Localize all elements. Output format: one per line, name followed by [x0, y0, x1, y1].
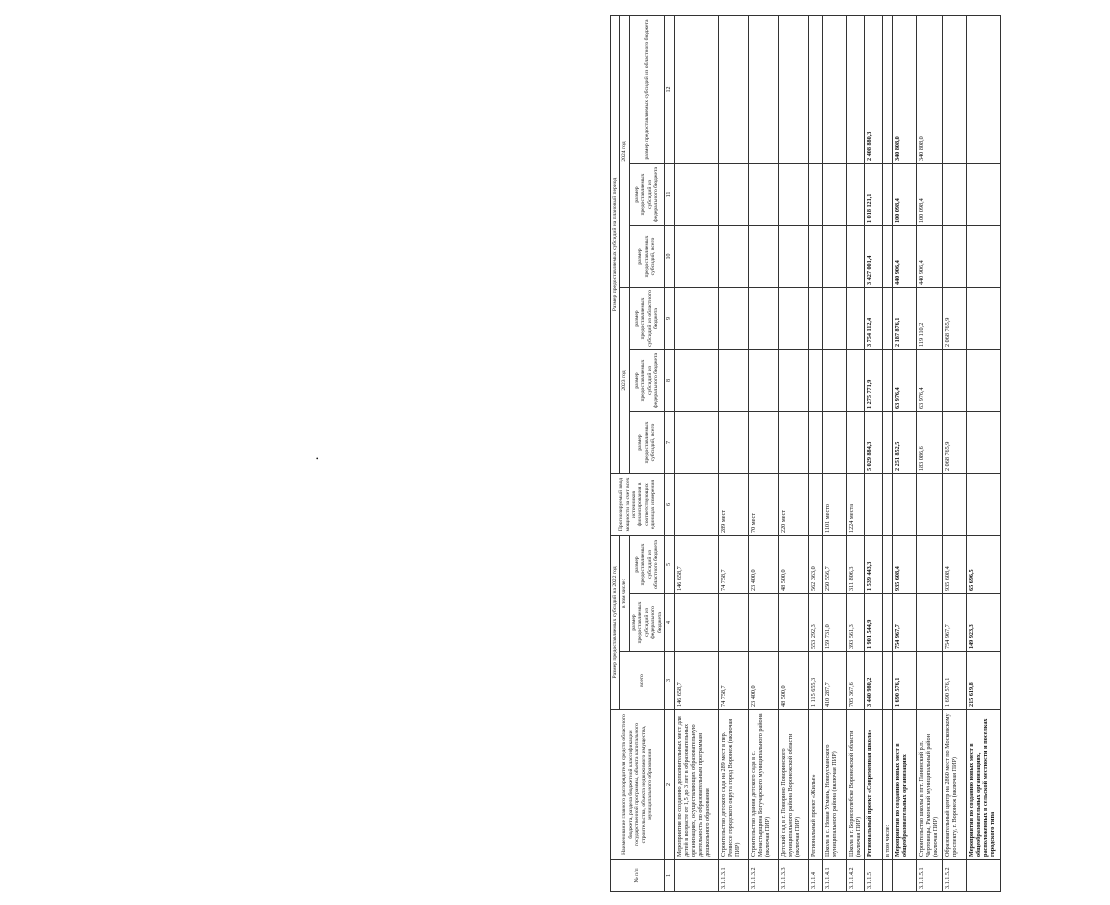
index-cell: 12: [664, 16, 674, 164]
table-row: [822, 16, 846, 892]
row-value: [778, 412, 808, 474]
row-value: [846, 226, 864, 288]
row-value: [916, 474, 942, 536]
row-value: [674, 164, 718, 226]
table-body: [674, 16, 1000, 892]
row-value: 1 115 655,3: [808, 652, 822, 710]
header-plan: Размер предоставляемых субсидий на плановый период: [611, 16, 620, 474]
index-cell: 3: [664, 652, 674, 710]
row-value: 1 901 544,9: [864, 594, 882, 652]
row-value: [808, 474, 822, 536]
index-cell: 7: [664, 412, 674, 474]
row-value: [822, 288, 846, 350]
row-value: 146 658,7: [674, 652, 718, 710]
row-value: [748, 594, 778, 652]
header-name: Наименование главного распорядителя средств областного бюджета, раздела бюджетной классификации государственной программы, объекта капитального строительства, объекта недвижимого имущества, муниципального образования: [611, 710, 665, 860]
row-value: [822, 350, 846, 412]
row-value: [748, 350, 778, 412]
row-value: [966, 350, 1000, 412]
row-name: Строительство детского сада на 289 мест в пер. Ремиссе городского округа город Воронеж (включая ПИР): [718, 710, 748, 860]
row-value: [882, 652, 892, 710]
row-value: [718, 288, 748, 350]
row-value: [808, 412, 822, 474]
row-value: 440 906,4: [916, 226, 942, 288]
header-power: Прогнозируемый ввод мощности за счет всех источников финансирования в соответствующих единицах измерения: [611, 474, 665, 536]
row-value: [966, 16, 1000, 164]
row-value: 1101 место: [822, 474, 846, 536]
index-cell: 1: [664, 860, 674, 892]
row-value: 183 086,6: [916, 412, 942, 474]
header-fed-2022: размер предоставляемых субсидий из федерального бюджета: [629, 594, 664, 652]
row-value: 3 440 980,2: [864, 652, 882, 710]
row-value: 2 408 880,3: [864, 16, 882, 164]
index-cell: 6: [664, 474, 674, 536]
row-value: [808, 226, 822, 288]
row-value: 553 292,3: [808, 594, 822, 652]
header-2022: Размер предоставляемых субсидий на 2022 год: [611, 536, 620, 710]
row-value: 215 619,8: [966, 652, 1000, 710]
index-cell: 11: [664, 164, 674, 226]
row-name: Строительство школы в пгт. Панинский р.п. Чертовицы, Рамонский муниципальный район (включая ПИР): [916, 710, 942, 860]
row-value: 754 967,7: [942, 594, 966, 652]
row-number: 3.1.1.5.1: [916, 860, 942, 892]
row-value: [882, 288, 892, 350]
row-number: 3.1.1.3.2: [748, 860, 778, 892]
row-name: Региональный проект «Жилье»: [808, 710, 822, 860]
row-value: [942, 474, 966, 536]
row-name: Образовательный центр на 2860 мест по Московскому проспекту, г. Воронеж (включая ПИР): [942, 710, 966, 860]
row-value: 100 098,4: [892, 164, 916, 226]
row-value: 1 018 121,1: [864, 164, 882, 226]
row-value: 5 029 884,3: [864, 412, 882, 474]
row-value: 1 690 576,1: [942, 652, 966, 710]
row-value: 48 500,0: [778, 536, 808, 594]
row-value: 340 808,0: [916, 16, 942, 164]
row-name: Мероприятия по созданию новых мест в общеобразовательных организациях: [892, 710, 916, 860]
row-value: [718, 412, 748, 474]
table-row: [674, 16, 718, 892]
row-value: [674, 412, 718, 474]
row-name: Строительство здания детского сада в с. Монастырщина Богучарского муниципального района (включая ПИР): [748, 710, 778, 860]
row-value: 149 923,3: [966, 594, 1000, 652]
row-value: [808, 164, 822, 226]
subsidy-table: [610, 15, 1001, 892]
row-value: 311 806,3: [846, 536, 864, 594]
table-row: [778, 16, 808, 892]
row-value: 220 мест: [778, 474, 808, 536]
row-value: 63 976,4: [892, 350, 916, 412]
header-reg-2023: размер предоставляемых субсидий из областного бюджета: [629, 288, 664, 350]
row-value: [674, 288, 718, 350]
row-value: [966, 288, 1000, 350]
header-total-2023: размер предоставляемых субсидий, всего: [629, 412, 664, 474]
header-reg-2022: размер предоставляемых субсидий из областного бюджета: [629, 536, 664, 594]
row-value: [674, 474, 718, 536]
row-value: 1 539 443,3: [864, 536, 882, 594]
row-name: Мероприятия по созданию дополнительных мест для детей в возрасте от 1,5 до 3 лет в образовательных организациях, осуществляющих образовательную деятельность по образовательным программам дошкольного образования: [674, 710, 718, 860]
row-value: [718, 164, 748, 226]
table-row: [718, 16, 748, 892]
row-number: [966, 860, 1000, 892]
table-row: [864, 16, 882, 892]
header-2024: 2024 год: [620, 16, 629, 288]
row-value: [718, 350, 748, 412]
row-value: 935 608,4: [942, 536, 966, 594]
row-value: 3 427 001,4: [864, 226, 882, 288]
row-name: Мероприятия по созданию новых мест в общеобразовательных организациях, расположенных в сельской местности и поселках городского типа: [966, 710, 1000, 860]
row-value: 440 906,4: [892, 226, 916, 288]
table-row: [942, 16, 966, 892]
row-value: [966, 412, 1000, 474]
row-value: [966, 226, 1000, 288]
row-value: [966, 474, 1000, 536]
row-value: 74 758,7: [718, 536, 748, 594]
table-row: [846, 16, 864, 892]
row-value: [846, 16, 864, 164]
index-cell: 4: [664, 594, 674, 652]
row-value: [942, 226, 966, 288]
header-2023: 2023 год: [620, 288, 629, 474]
row-value: [864, 474, 882, 536]
row-value: 2 251 852,5: [892, 412, 916, 474]
table-row: [966, 16, 1000, 892]
row-value: [916, 594, 942, 652]
row-value: 935 608,4: [892, 536, 916, 594]
row-value: [748, 288, 778, 350]
row-value: 393 561,3: [846, 594, 864, 652]
row-value: [748, 164, 778, 226]
row-value: 562 363,0: [808, 536, 822, 594]
row-number: 3.1.1.5.2: [942, 860, 966, 892]
row-value: [748, 16, 778, 164]
row-value: [882, 536, 892, 594]
row-value: 70 мест: [748, 474, 778, 536]
row-value: 705 367,6: [846, 652, 864, 710]
header-fed-2024: размер предоставляемых субсидий из федерального бюджета: [629, 164, 664, 226]
row-value: [778, 350, 808, 412]
row-number: [892, 860, 916, 892]
row-value: [808, 288, 822, 350]
row-number: [882, 860, 892, 892]
header-incl-2022: в том числе:: [620, 536, 629, 652]
row-value: [748, 226, 778, 288]
row-value: 63 976,4: [916, 350, 942, 412]
row-value: [808, 350, 822, 412]
row-value: [882, 412, 892, 474]
row-value: [882, 594, 892, 652]
index-cell: 8: [664, 350, 674, 412]
row-value: [778, 226, 808, 288]
row-name: Школа в г. Борисоглебске Воронежской области (включая ПИР): [846, 710, 864, 860]
index-cell: 10: [664, 226, 674, 288]
row-value: [942, 16, 966, 164]
row-value: [778, 16, 808, 164]
row-value: [892, 474, 916, 536]
row-value: [916, 536, 942, 594]
table-row: [748, 16, 778, 892]
row-value: [778, 288, 808, 350]
row-value: 754 967,7: [892, 594, 916, 652]
row-value: [846, 288, 864, 350]
row-value: 340 808,0: [892, 16, 916, 164]
table-row: [882, 16, 892, 892]
table-row: [892, 16, 916, 892]
row-value: 289 мест: [718, 474, 748, 536]
row-number: 3.1.1.3.1: [718, 860, 748, 892]
row-value: 65 696,5: [966, 536, 1000, 594]
row-value: [822, 16, 846, 164]
header-row-1: [611, 16, 620, 892]
row-value: [718, 226, 748, 288]
row-value: [822, 226, 846, 288]
row-value: 1 275 771,9: [864, 350, 882, 412]
header-fed-2023: размер предоставляемых субсидий из федерального бюджета: [629, 350, 664, 412]
row-value: [674, 594, 718, 652]
row-value: 410 287,7: [822, 652, 846, 710]
index-cell: 5: [664, 536, 674, 594]
row-value: [808, 16, 822, 164]
row-value: 23 400,0: [748, 536, 778, 594]
row-value: [942, 350, 966, 412]
row-value: [916, 652, 942, 710]
table-row: [916, 16, 942, 892]
row-name: Детский сад в г. Поворино Поворинского муниципального района Воронежской области (включая ПИР): [778, 710, 808, 860]
row-value: [778, 164, 808, 226]
row-number: 3.1.1.4.1: [822, 860, 846, 892]
row-value: [674, 350, 718, 412]
header-reg-2024: размер предоставляемых субсидий из областного бюджета: [629, 16, 664, 164]
row-value: 1224 места: [846, 474, 864, 536]
row-value: [966, 164, 1000, 226]
index-row: [664, 16, 674, 892]
row-name: в том числе:: [882, 710, 892, 860]
index-cell: 9: [664, 288, 674, 350]
row-value: [942, 164, 966, 226]
row-value: [674, 16, 718, 164]
row-name: Региональный проект «Современная школа»: [864, 710, 882, 860]
row-value: [882, 16, 892, 164]
row-value: 159 731,0: [822, 594, 846, 652]
row-value: 2 068 765,9: [942, 288, 966, 350]
row-value: [822, 164, 846, 226]
row-value: [822, 412, 846, 474]
row-value: 1 690 576,1: [892, 652, 916, 710]
row-value: 146 658,7: [674, 536, 718, 594]
row-value: 48 500,0: [778, 652, 808, 710]
row-value: 119 110,2: [916, 288, 942, 350]
row-value: 23 400,0: [748, 652, 778, 710]
row-value: [882, 226, 892, 288]
row-value: [882, 474, 892, 536]
index-cell: 2: [664, 710, 674, 860]
row-value: [778, 594, 808, 652]
row-value: 74 758,7: [718, 652, 748, 710]
row-value: [718, 16, 748, 164]
row-value: [674, 226, 718, 288]
table-row: [808, 16, 822, 892]
row-value: [882, 164, 892, 226]
row-number: 3.1.1.4: [808, 860, 822, 892]
row-value: 3 754 112,4: [864, 288, 882, 350]
row-number: 3.1.1.4.2: [846, 860, 864, 892]
row-value: [718, 594, 748, 652]
stray-mark: •: [316, 455, 319, 463]
header-total-2024: размер предоставляемых субсидий, всего: [629, 226, 664, 288]
row-value: [882, 350, 892, 412]
row-value: [846, 412, 864, 474]
row-value: 250 556,7: [822, 536, 846, 594]
row-value: 2 068 765,9: [942, 412, 966, 474]
header-total-2022: всего: [620, 652, 665, 710]
row-name: Школа в с. Новая Усмань, Новоусманского муниципального района (включая ПИР): [822, 710, 846, 860]
row-number: 3.1.1.5: [864, 860, 882, 892]
row-value: 2 187 876,1: [892, 288, 916, 350]
row-number: 3.1.1.3.3: [778, 860, 808, 892]
rotated-table-container: [610, 16, 1110, 892]
row-number: [674, 860, 718, 892]
row-value: 100 098,4: [916, 164, 942, 226]
row-value: [846, 164, 864, 226]
header-num: № п/п: [611, 860, 665, 892]
row-value: [748, 412, 778, 474]
row-value: [846, 350, 864, 412]
